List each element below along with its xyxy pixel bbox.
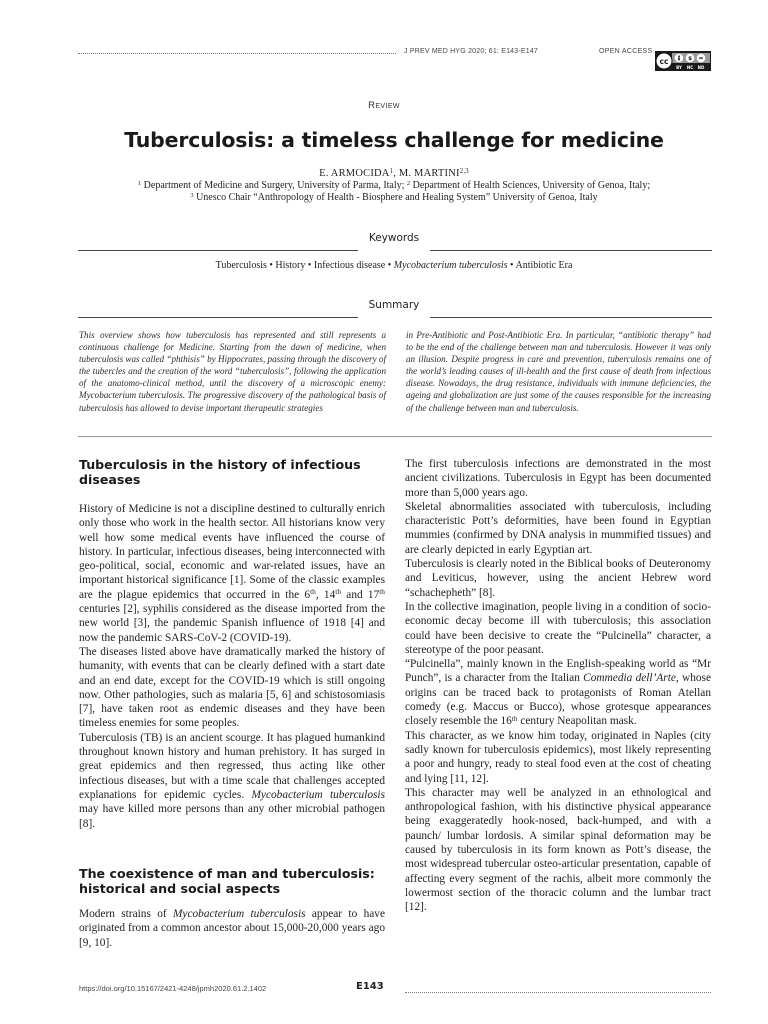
text-run: Tuberculosis (TB) is an ancient scourge. It has plagued humankind throughout known history and human prehistory. It has surged in great epidemics and then regressed, thus acting like other infectious diseases, but with a time scale that challenges accepted explanations for epidemic cycles.: [79, 731, 385, 801]
species-name: Mycobacterium tuberculosis: [172, 908, 306, 920]
doi-link[interactable]: https://doi.org/10.15167/2421-4248/jpmh2020.61.2.1402: [79, 984, 267, 993]
keywords-list: [0, 260, 768, 271]
article-authors: [0, 168, 768, 179]
svg-text:$: $: [688, 56, 692, 62]
page-number: E143: [356, 981, 384, 992]
author-martini: M. MARTINI: [398, 168, 460, 179]
section-heading-coexistence: The coexistence of man and tuberculosis: historical and social aspects: [79, 866, 375, 896]
italic-term: Commedia dell’Arte,: [583, 672, 679, 685]
paragraph: Skeletal abnormalities associated with tuberculosis, including characteristic Pott’s deformities, have been found in Egyptian mummies (confirmed by DNA analysis in mummified tissues) and are clearly depicted in early Egyptian art.: [405, 500, 711, 556]
keyword-mycobacterium: Mycobacterium tuberculosis: [393, 260, 508, 271]
cc-license-badge[interactable]: [655, 51, 711, 71]
journal-citation: J PREV MED HYG 2020; 61: E143-E147: [404, 48, 539, 55]
species-name: Mycobacterium tuberculosis: [251, 788, 385, 801]
author-armocida: E. ARMOCIDA: [319, 168, 390, 179]
section-heading-history: Tuberculosis in the history of infectious diseases: [79, 457, 361, 487]
text-run: History of Medicine is not a discipline destined to culturally enrich only those who work in the health sector. All historians know very well how some medical events have influenced the course of history. In particular, infectious diseases, being interconnected with geo-political, social, economic and war-related issues, have an important historical significance [1]. Some of the classic examples are the plague epidemics that occurred in the 6: [79, 503, 385, 601]
keywords-part-1: Tuberculosis • History • Infectious disease •: [215, 260, 394, 271]
text-run: appear to have originated from a common ancestor about 15,000-20,000 years ago [9, 10].: [79, 908, 385, 949]
section-history-body: [79, 502, 385, 831]
keywords-heading: Keywords: [368, 232, 420, 244]
footer-dotted-rule: [405, 992, 711, 993]
summary-bottom-rule: [78, 436, 712, 437]
summary-text-left: This overview shows how tuberculosis has represented and still represents a continuous challenge for Medicine. Starting from the dawn of medicine, when tuberculosis was called “phthisis” by Hippocrates, passing through the discovery of the tubercles and the creation of the word “tuberculosis”, following the application of the anatomo-clinical method, until the discovery of a microscopic enemy: Mycobacterium tuberculosis. The progressive discovery of the pathological basis of tuberculosis has allowed to devise important therapeutic strategies: [79, 330, 386, 413]
affil-2-text: Department of Health Sciences, University of Genoa, Italy;: [410, 180, 651, 191]
text-run: whose origins can be traced back to protagonists of Roman Atellan comedy (e.g. Maccus or Bucco), whose grotesque appearances closely resemble the 16: [405, 672, 711, 728]
superscript: th: [511, 714, 518, 724]
text-run: Modern strains of: [79, 908, 173, 920]
svg-text:BY: BY: [676, 65, 682, 70]
paragraph: In the collective imagination, people living in a condition of socio-economic decay become ill with tuberculosis; this association could have been decisive to create the “Pulcinella” character, a stereotype of the poor peasant.: [405, 600, 711, 656]
section-coexistence-body: [79, 907, 385, 950]
cc-license-icon: [655, 51, 711, 71]
svg-text:ND: ND: [697, 65, 705, 70]
summary-rule-left: [78, 317, 358, 318]
summary-rule-right: [430, 317, 712, 318]
article-section-type: Review: [368, 100, 400, 111]
superscript: th: [335, 587, 342, 597]
affil-2-num: 2: [406, 180, 411, 188]
author-separator: ,: [393, 168, 399, 179]
text-run: centuries [2], syphilis considered as the disease imported from the new world [3], the pandemic Spanish influence of 1918 [4] and now the pandemic SARS-CoV-2 (COVID-19).: [79, 603, 385, 644]
superscript: th: [310, 587, 316, 597]
header-dotted-rule: [78, 53, 396, 54]
right-column-body: [405, 457, 711, 915]
affil-1-text: Department of Medicine and Surgery, University of Parma, Italy;: [141, 180, 407, 191]
text-run: century Neapolitan mask.: [517, 715, 637, 728]
summary-text-right: in Pre-Antibiotic and Post-Antibiotic Era. In particular, “antibiotic therapy” had to be the end of the challenge between man and tuberculosis. However it was only an illusion. Despite progress in care and prevention, tuberculosis remains one of the world’s leading causes of ill-health and the first cause of death from infectious disease. Nowadays, the drug resistance, individuals with immune deficiencies, the ageing and globalization are just some of the causes responsible for the increasing of the challenge between man and tuberculosis.: [406, 330, 711, 413]
paragraph: [79, 907, 385, 950]
superscript: th: [379, 587, 385, 597]
keywords-rule-right: [430, 250, 712, 251]
paragraph: The first tuberculosis infections are demonstrated in the most ancient civilizations. Tuberculosis in Egypt has been documented more than 5,000 years ago.: [405, 458, 711, 499]
affil-3-text: Unesco Chair “Anthropology of Health - Biosphere and Healing System” University of Genoa, Italy: [193, 192, 598, 203]
paragraph: [405, 657, 711, 728]
article-title: Tuberculosis: a timeless challenge for medicine: [124, 128, 664, 152]
svg-text:NC: NC: [686, 65, 694, 70]
paragraph: [79, 502, 385, 645]
text-run: may have killed more persons than any other microbial pathogen [8].: [79, 803, 385, 830]
paragraph: This character may well be analyzed in an ethnological and anthropological fashion, with his distinctive physical appearance being exaggeratedly hook-nosed, back-humped, and with a paunch/ lumbar lordosis. A similar spinal deformation may be caused by tuberculosis in its form known as Pott’s disease, the most widespread tubercular osteo-articular presentation, capable of affecting every segment of the rachis, albeit more commonly the lowermost section of the thoracic column and the lumbar tract [12].: [405, 786, 711, 914]
svg-text:=: =: [698, 55, 704, 63]
open-access-label: OPEN ACCESS: [599, 48, 653, 55]
summary-heading: Summary: [368, 299, 420, 311]
author-1-affil: 1: [389, 167, 394, 175]
affiliations-line-1: [0, 180, 768, 191]
keywords-rule-left: [78, 250, 358, 251]
text-run: , 14: [315, 588, 336, 601]
paragraph: Tuberculosis is clearly noted in the Biblical books of Deuteronomy and Leviticus, however, using the ancient Hebrew word “schachepheth” [8].: [405, 558, 711, 599]
text-run: “Pulcinella”, mainly known in the English-speaking world as “Mr Punch”, is a character from the Italian: [405, 658, 711, 685]
paragraph: [79, 731, 385, 831]
affiliations-line-2: [0, 192, 768, 203]
affil-1-num: 1: [137, 180, 142, 188]
paragraph: This character, as we know him today, originated in Naples (city sadly known for tuberculosis epidemics), most likely representing a poor and hungry, ready to steal food even at the cost of cheating and lying [11, 12].: [405, 729, 711, 785]
affil-3-num: 3: [190, 192, 194, 200]
paragraph: The diseases listed above have dramatically marked the history of humanity, with events that can be clearly defined with a start date and an end date, except for the COVID-19 which is still ongoing now. Other pathologies, such as malaria [5, 6] and schistosomiasis [7], have taken root as endemic diseases and they have been timeless enemies for some peoples.: [79, 645, 385, 730]
text-run: and 17: [341, 588, 380, 601]
svg-text:cc: cc: [659, 57, 669, 66]
keywords-part-3: • Antibiotic Era: [507, 260, 573, 271]
author-2-affil: 2,3: [459, 167, 469, 175]
